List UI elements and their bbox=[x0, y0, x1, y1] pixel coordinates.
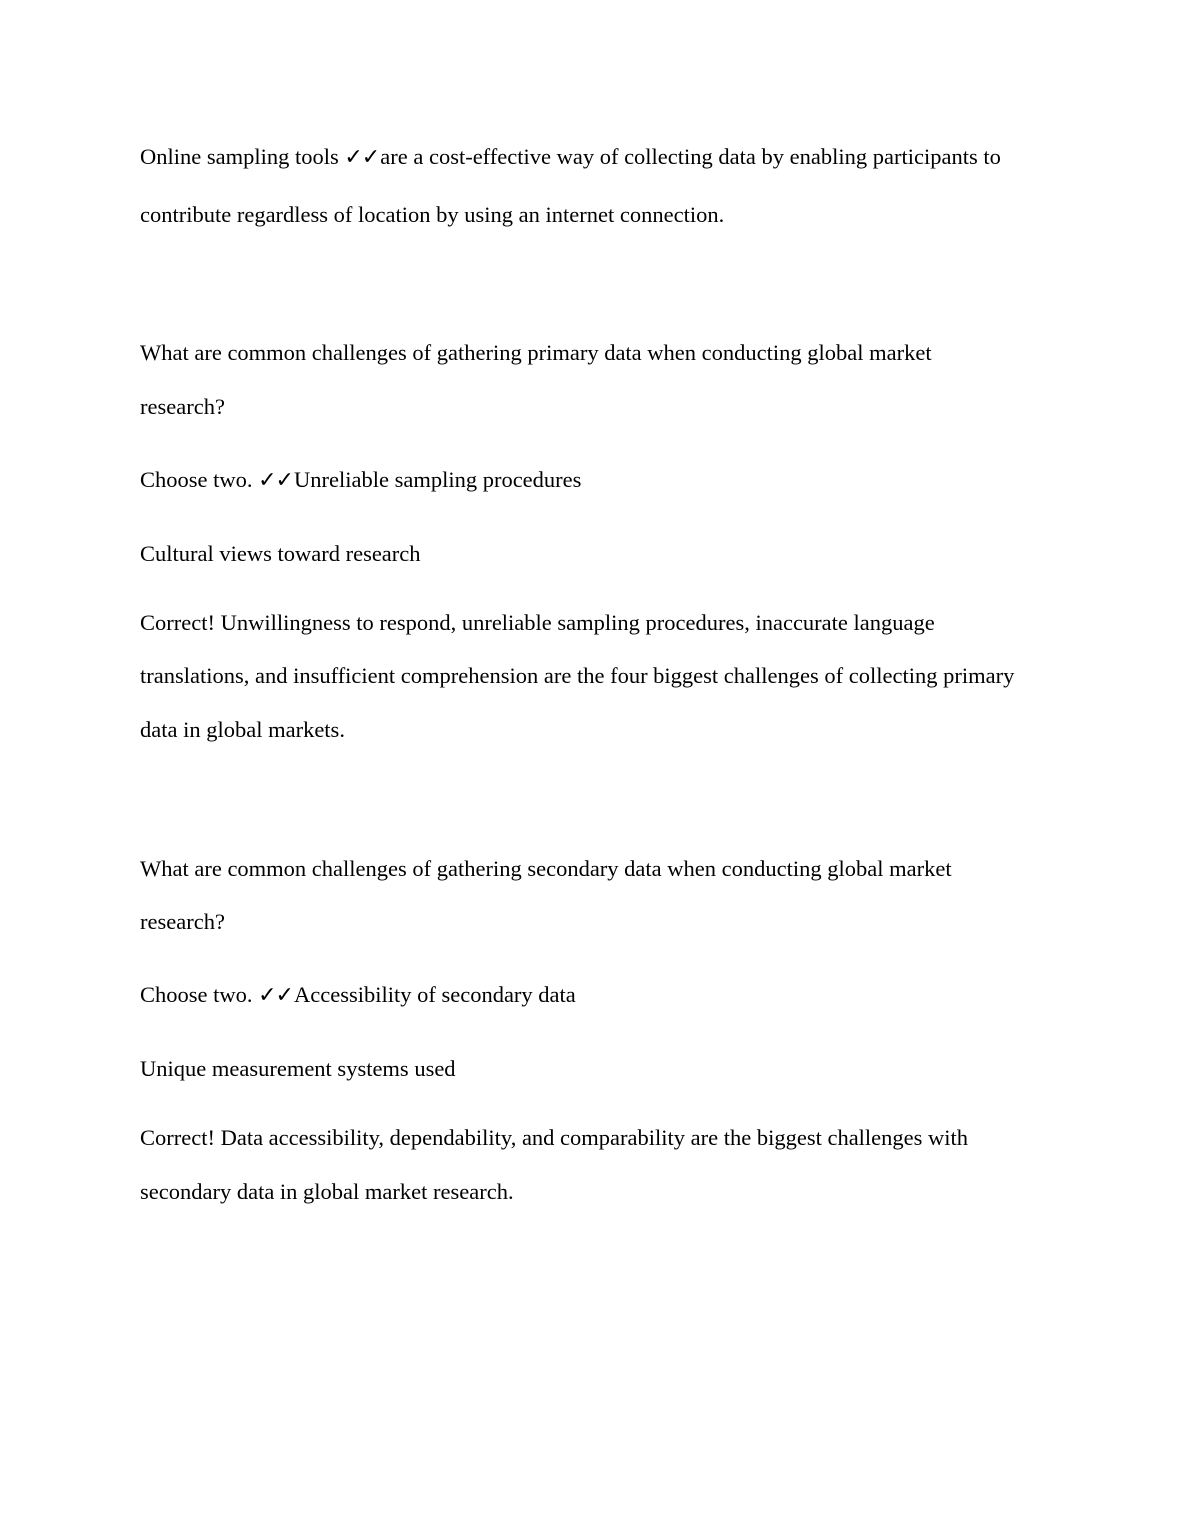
double-check-icon: ✓✓ bbox=[258, 983, 293, 1008]
feedback-line: data in global markets. bbox=[140, 717, 345, 742]
choose-line bbox=[140, 466, 581, 495]
feedback-line: Correct! Data accessibility, dependability, and comparability are the biggest challenges with bbox=[140, 1125, 969, 1150]
text-segment: Online sampling tools bbox=[140, 144, 345, 169]
feedback-line: Correct! Unwillingness to respond, unreliable sampling procedures, inaccurate language bbox=[140, 610, 935, 635]
answer-line: Cultural views toward research bbox=[140, 541, 421, 566]
feedback-line: translations, and insufficient comprehension are the four biggest challenges of collecting primary bbox=[140, 663, 1015, 688]
text-segment: are a cost-effective way of collecting data by enabling participants to bbox=[380, 144, 1001, 169]
answer-text: Accessibility of secondary data bbox=[294, 982, 576, 1007]
paragraph-line bbox=[140, 143, 1001, 172]
question-line: research? bbox=[140, 909, 225, 934]
paragraph-line: contribute regardless of location by using an internet connection. bbox=[140, 202, 725, 227]
answer-text: Unreliable sampling procedures bbox=[294, 467, 582, 492]
choose-prefix: Choose two. bbox=[140, 982, 259, 1007]
choose-line bbox=[140, 981, 576, 1010]
question-line: research? bbox=[140, 394, 225, 419]
choose-prefix: Choose two. bbox=[140, 467, 259, 492]
answer-line: Unique measurement systems used bbox=[140, 1056, 456, 1081]
question-line: What are common challenges of gathering secondary data when conducting global market bbox=[140, 856, 952, 881]
question-line: What are common challenges of gathering primary data when conducting global market bbox=[140, 340, 932, 365]
feedback-line: secondary data in global market research. bbox=[140, 1179, 514, 1204]
double-check-icon: ✓✓ bbox=[258, 468, 293, 493]
double-check-icon: ✓✓ bbox=[344, 145, 380, 170]
